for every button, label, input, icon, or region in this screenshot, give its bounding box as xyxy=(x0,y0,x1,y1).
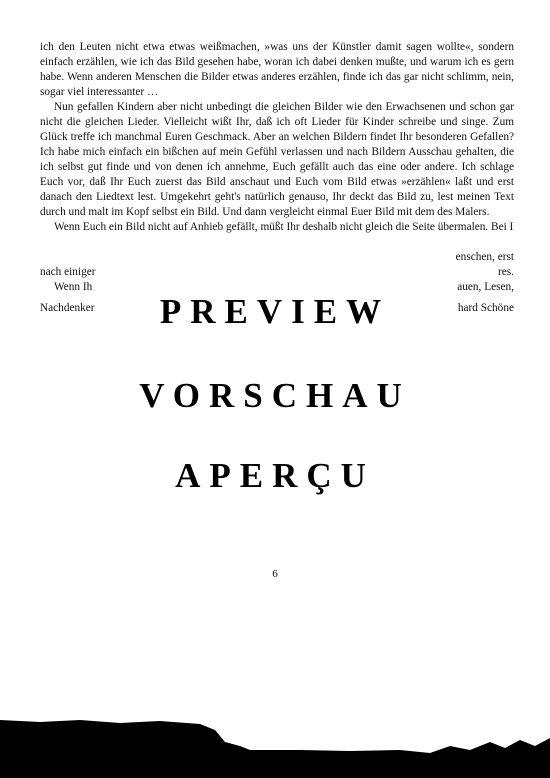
watermark-vorschau: VORSCHAU xyxy=(139,376,411,415)
paragraph-2: Nun gefallen Kindern aber nicht unbedingt die gleichen Bilder wie den Erwachsenen und schon gar nicht die gleichen Lieder. Vielleicht wißt Ihr, daß ich oft Lieder für Kinder schreibe und singe. Zum Glück treffe ich manchmal Euren Geschmack. Aber an welchen Bildern findet Ihr besonderen Gefallen? Ich habe mich einfach ein bißchen auf mein Gefühl verlassen und nach Bildern Ausschau gehalten, die ich selbst gut finde und von denen ich annehme, Euch gefällt auch das eine oder andere. Ich schlage Euch vor, daß Ihr Euch zuerst das Bild anschaut und Euch vom Bild etwas »erzählen« laßt und erst danach den Liedtext lest. Umgekehrt geht's natürlich genauso, Ihr deckt das Bild zu, lest meinen Text durch und malt im Kopf selbst ein Bild. Und dann vergleicht einmal Euer Bild mit dem des Malers. xyxy=(40,101,514,218)
fragment-right-1: enschen, erst xyxy=(455,251,514,263)
fragment-right-2: res. xyxy=(498,266,514,278)
torn-edge xyxy=(0,720,550,778)
fragment-right-3: auen, Lesen, xyxy=(457,281,514,293)
fragment-right-4: hard Schöne xyxy=(457,302,514,314)
fragment-left-4: Nachdenker xyxy=(40,302,95,314)
watermark-apercu: APERÇU xyxy=(175,456,375,495)
watermark-preview: PREVIEW xyxy=(159,292,391,331)
fragment-left-3: Wenn Ih xyxy=(54,281,93,293)
body-text xyxy=(40,40,514,235)
fragment-left-2: nach einiger xyxy=(40,266,96,278)
paragraph-3: Wenn Euch ein Bild nicht auf Anhieb gefällt, müßt Ihr deshalb nicht gleich die Seite übermalen. Bei I xyxy=(54,221,514,233)
paragraph-1: ich den Leuten nicht etwa etwas weißmachen, »was uns der Künstler damit sagen wollte«, sondern einfach erzählen, wie ich das Bild gesehen habe, woran ich dabei denken mußte, und warum ich es gern habe. Wenn anderen Menschen die Bilder etwas anderes erzählen, finde ich das gar nicht schlimm, nein, sogar viel interessanter … xyxy=(40,41,514,98)
page-number: 6 xyxy=(272,568,278,580)
